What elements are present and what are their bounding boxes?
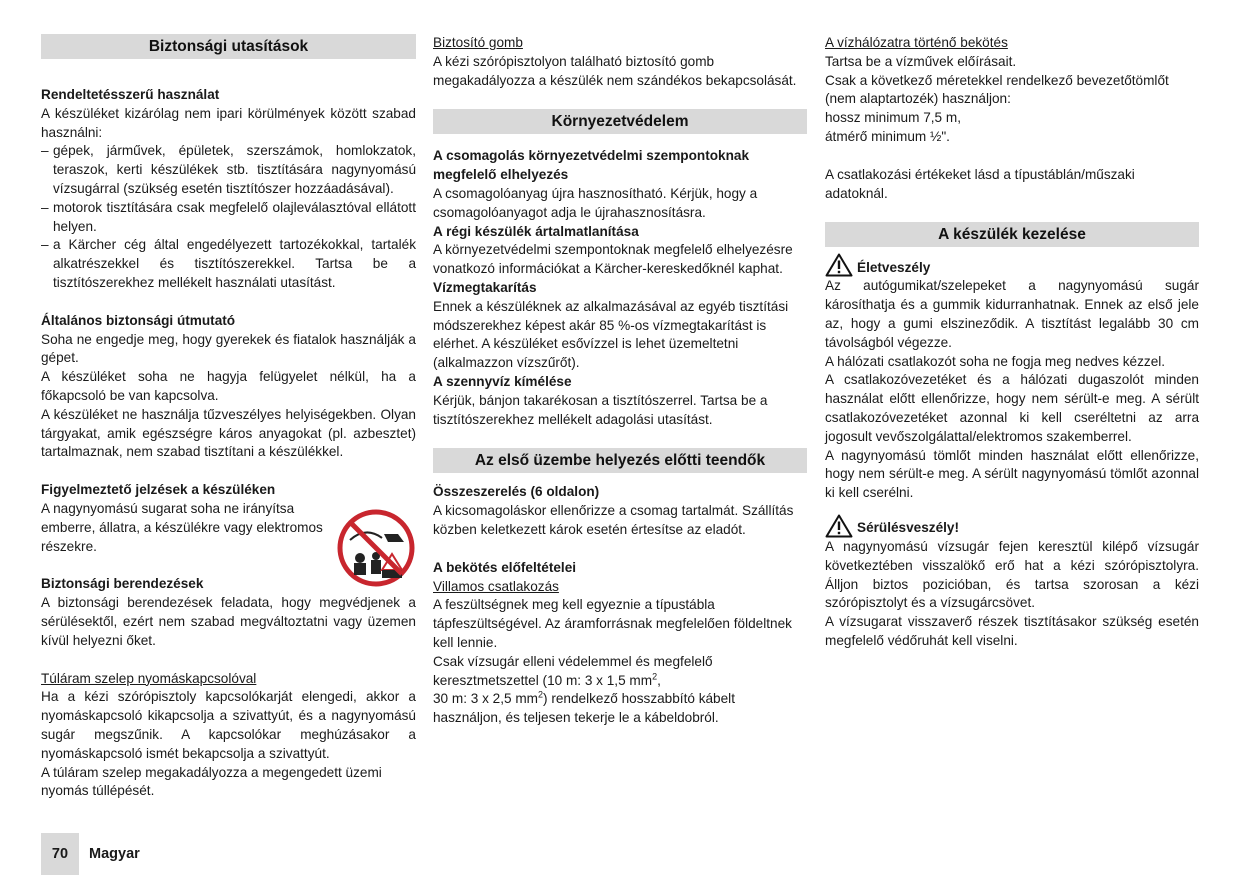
paragraph: A hálózati csatlakozót soha ne fogja meg nedves kézzel. (825, 353, 1166, 369)
subheading-disposal: A régi készülék ártalmatlanítása (433, 223, 639, 239)
paragraph: A nagynyomású sugarat soha ne irányítsa emberre, állatra, a készülékre vagy elektromos részekre. (41, 500, 323, 554)
page-number: 70 (41, 833, 79, 875)
subheading-connection-requirements: A bekötés előfeltételei (433, 559, 577, 575)
column-right (825, 34, 1199, 651)
warning-triangle-icon (825, 253, 853, 277)
subheading-general-safety: Általános biztonsági útmutató (41, 312, 236, 328)
paragraph: A készüléket ne használja tűzveszélyes helyiségekben. Olyan tárgyakat, amik egészségre káros anyagokat (pl. azbesztet) tartalmaznak, nem szabad tisztítani a készülékkel. (41, 406, 416, 460)
paragraph: A csatlakozási értékeket lásd a típustáblán/műszaki adatoknál. (825, 166, 1135, 201)
paragraph: A feszültségnek meg kell egyeznie a típustábla tápfeszültségével. Az áramforrásnak megfelelően földeltnek kell lennie. (433, 597, 792, 650)
paragraph: A környezetvédelmi szempontoknak megfelelő elhelyezésre vonatkozó információkat a Kärcher-kereskedőknél kaphat. (433, 242, 793, 277)
section-heading-environment: Környezetvédelem (433, 109, 807, 134)
subheading-water-saving: Vízmegtakarítás (433, 279, 537, 295)
subheading-warning-signs: Figyelmeztető jelzések a készüléken (41, 482, 276, 498)
section-heading-operation: A készülék kezelése (825, 222, 1199, 247)
subheading-safety-devices: Biztonsági berendezések (41, 576, 204, 592)
section-heading-first-use: Az első üzembe helyezés előtti teendők (433, 448, 807, 473)
paragraph: Ennek a készüléknek az alkalmazásával az egyéb tisztítási módszerekhez képest akár 85 %-os vízmegtakarítást is elérhet. A készüléket esővízzel is lehet üzemeltetni (alkalmazzon vízszűrőt). (433, 298, 789, 371)
paragraph: Ha a kézi szórópisztoly kapcsolókarját elengedi, akkor a nyomáskapcsoló kikapcsolja a szivattyút, és a nagynyomású sugár megszűnik. A kapcsolókar meghúzásakor a nyomáskapcsoló ismét bekapcsolja a szivattyút. (41, 689, 416, 761)
paragraph: Csak a következő méretekkel rendelkező bevezetőtömlőt (nem alaptartozék) használjon: (825, 72, 1169, 107)
subheading-water-connection: A vízhálózatra történő bekötés (825, 35, 1008, 50)
paragraph: A csatlakozóvezetéket és a hálózati dugaszolót minden használat előtt ellenőrizze, hogy nem sérült-e meg. A sérült csatlakozóvezetéket azonnal ki kell cseréltetni az arra jogosult vevőszolgálattal/elektromos szakemberrel. (825, 372, 1199, 444)
warning-title: Életveszély (857, 259, 931, 275)
paragraph: A kicsomagoláskor ellenőrizze a csomag tartalmát. Szállítás közben keletkezett károk esetén értesítse az eladót. (433, 503, 794, 537)
intended-use-list (41, 142, 416, 292)
column-middle (433, 34, 807, 728)
warning-danger-to-life (825, 253, 1199, 277)
paragraph: A túláram szelep megakadályozza a megengedett üzemi nyomás túllépését. (41, 764, 382, 799)
column-left (41, 34, 416, 801)
subheading-safety-catch: Biztosító gomb (433, 35, 523, 50)
subheading-assembly: Összeszerelés (6 oldalon) (433, 484, 600, 500)
subheading-wastewater: A szennyvíz kímélése (433, 373, 572, 389)
subheading-intended-use: Rendeltetésszerű használat (41, 87, 220, 102)
paragraph: átmérő minimum ½". (825, 128, 950, 144)
paragraph: A csomagolóanyag újra hasznosítható. Kérjük, hogy a csomagolóanyagot adja le újrahasznosításra. (433, 185, 758, 220)
paragraph: Kérjük, bánjon takarékosan a tisztítószerrel. Tartsa be a tisztítószerekhez mellékelt adagolási utasítást. (433, 392, 768, 427)
page-footer (41, 833, 140, 875)
subheading-overflow-valve: Túláram szelep nyomáskapcsolóval (41, 670, 257, 686)
paragraph: hossz minimum 7,5 m, (825, 110, 961, 126)
paragraph: A nagynyomású tömlőt minden használat előtt ellenőrizze, hogy nem sérült-e meg. A sérült nagynyomású tömlőt azonnal ki kell cserélni. (825, 447, 1199, 501)
list-item: – gépek, járművek, épületek, szerszámok, homlokzatok, teraszok, kerti készülékek stb. tisztítására nagynyomású vízsugárral (szükség esetén tisztítószer hozzáadásával). (41, 142, 416, 198)
paragraph: A kézi szórópisztolyon található biztosító gomb megakadályozza a készülék nem szándékos bekapcsolását. (433, 53, 797, 88)
language-label: Magyar (89, 845, 140, 862)
warning-title: Sérülésveszély! (857, 520, 960, 536)
paragraph: Tartsa be a vízművek előírásait. (825, 53, 1017, 69)
paragraph: A készüléket soha ne hagyja felügyelet nélkül, ha a főkapcsoló be van kapcsolva. (41, 369, 416, 403)
no-spray-at-people-icon (336, 508, 416, 588)
subheading-packaging: A csomagolás környezetvédelmi szempontoknak megfelelő elhelyezés (433, 148, 750, 183)
paragraph: A biztonsági berendezések feladata, hogy megvédjenek a sérülésektől, ezért nem szabad megváltoztatni vagy üzemen kívül helyezni őket. (41, 595, 416, 648)
list-item: – a Kärcher cég által engedélyezett tartozékokkal, tartalék alkatrészekkel és tisztítószerekkel. Tartsa be a tisztítószerekhez mellékelt használati utasítást. (41, 236, 416, 292)
list-item: – motorok tisztítására csak megfelelő olajleválasztóval ellátott helyen. (41, 199, 416, 237)
paragraph: Az autógumikat/szelepeket a nagynyomású sugár károsíthatja és a gummik kidurranhatnak. Ennek az első jele az, hogy a gumi elszineződik. A tisztítást legalább 30 cm távolságból végezze. (825, 278, 1199, 350)
paragraph: Soha ne engedje meg, hogy gyerekek és fiatalok használják a gépet. (41, 331, 416, 366)
section-heading-safety: Biztonsági utasítások (41, 34, 416, 59)
paragraph: A nagynyomású vízsugár fejen keresztül kilépő vízsugár következtében visszalökő erő hat a kézi szórópisztolyra. Álljon biztos pozicióban, és tartsa szorosan a kézi szórópisztolyt és a vízsugárcsövet. (825, 538, 1199, 611)
warning-sign-block (41, 500, 416, 556)
paragraph: A vízsugarat visszaverő részek tisztításakor szükség esetén megfelelő védőruhát kell viselni. (825, 614, 1199, 648)
subheading-electrical-connection: Villamos csatlakozás (433, 578, 559, 594)
warning-triangle-icon (825, 514, 853, 538)
paragraph: Csak vízsugár elleni védelemmel és megfelelő keresztmetszettel (10 m: 3 x 1,5 $mm^2$, 30 m: 3 x 2,5 $mm^2$) rendelkező hosszabbító kábelt használjon, és teljesen tekerje le a kábeldobról. (433, 653, 735, 726)
intended-use-intro: A készüléket kizárólag nem ipari körülmények között szabad használni: (41, 105, 416, 140)
warning-injury (825, 514, 1199, 538)
